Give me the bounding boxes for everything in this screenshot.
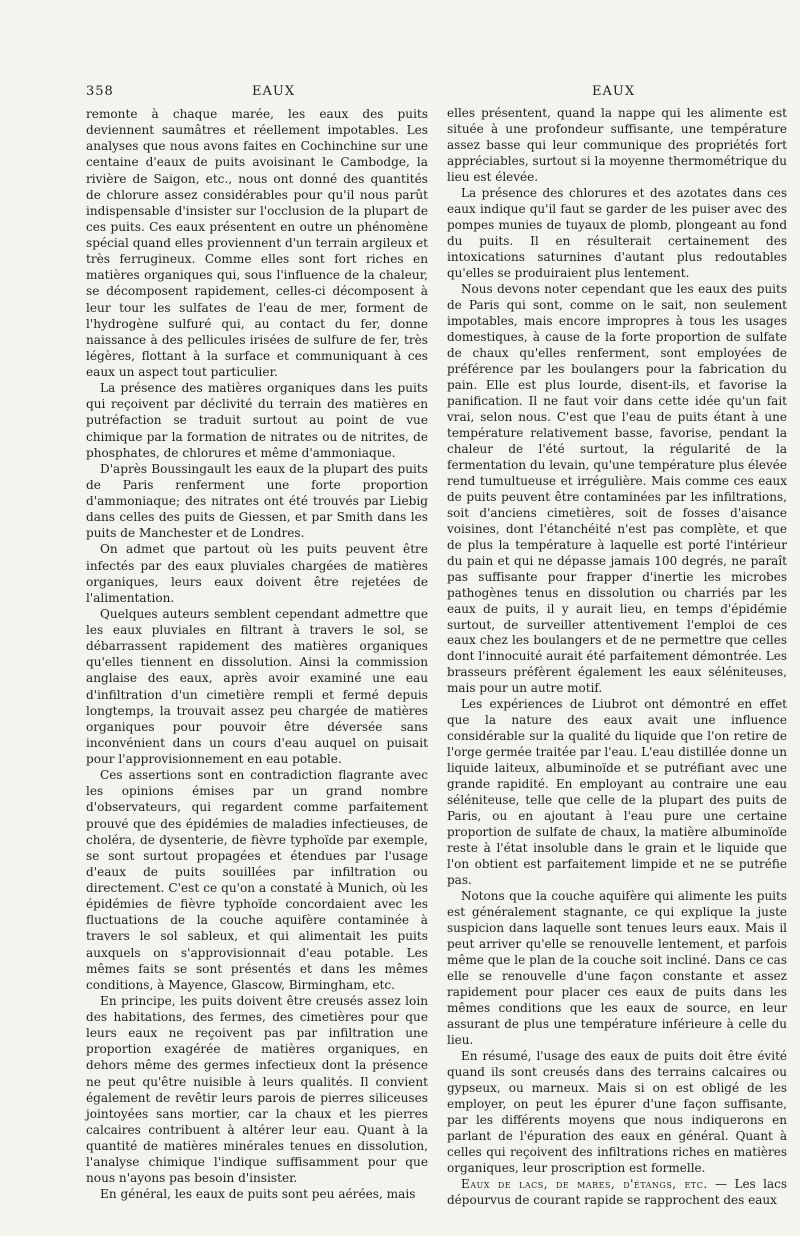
page-number: 358: [86, 84, 114, 99]
right-column: [447, 106, 787, 1209]
running-head-left: EAUX: [252, 84, 296, 99]
paragraph: En général, les eaux de puits sont peu aérées, mais: [100, 1187, 416, 1202]
paragraph: Nous devons noter cependant que les eaux des puits de Paris qui sont, comme on le sait, non seulement impotables, mais encore impropres à tous les usages domestiques, à cause de la forte proportion de sulfate de chaux qu'elles renferment, sont employées de préférence par les boulangers pour la fabrication du pain. Elle est plus lourde, disent-ils, et favorise la panification. Il ne faut voir dans cette idée qu'un fait vrai, selon nous. C'est que l'eau de puits étant à une température relativement basse, favorise, pendant la chaleur de l'été surtout, la régularité de la fermentation du levain, qu'une température plus élevée rend tumultueuse et irrégulière. Mais comme ces eaux de puits peuvent être contaminées par les infiltrations, soit d'anciens cimetières, soit de fosses d'aisance voisines, dont l'étanchéité n'est pas complète, et que de plus la température à laquelle est porté l'intérieur du pain et qui ne dépasse jamais 100 degrés, ne paraît pas suffisante pour frapper d'inertie les microbes pathogènes tenus en dissolution ou charriés par les eaux de puits, il y aurait lieu, en temps d'épidémie surtout, de surveiller attentivement l'emploi de ces eaux chez les boulangers et de ne permettre que celles dont l'innocuité aurait été parfaitement démontrée. Les brasseurs préfèrent également les eaux séléniteuses, mais pour un autre motif.: [447, 281, 787, 696]
paragraph: En principe, les puits doivent être creusés assez loin des habitations, des fermes, des cimetières pour que leurs eaux ne reçoivent pas par infiltration une proportion exagérée de matières organiques, en dehors même des germes infectieux dont la présence ne peut qu'être nuisible à leurs qualités. Il convient également de revêtir leurs parois de pierres siliceuses jointoyées sans mortier, car la chaux et les pierres calcaires contribuent à altérer leur eau. Quant à la quantité de matières minérales tenues en dissolution, l'analyse chimique l'indique suffisamment pour que nous n'ayons pas besoin d'insister.: [86, 993, 428, 1186]
paragraph: La présence des chlorures et des azotates dans ces eaux indique qu'il faut se garder de les puiser avec des pompes munies de tuyaux de plomb, plongeant au fond du puits. Il en résulterait certainement des intoxications saturnines d'autant plus redoutables qu'elles se produiraient plus lentement.: [447, 185, 787, 280]
paragraph: Ces assertions sont en contradiction flagrante avec les opinions émises par un grand nombre d'observateurs, qui regardent comme parfaitement prouvé que des épidémies de maladies infectieuses, de choléra, de dysenterie, de fièvre typhoïde par exemple, se sont surtout propagées et étendues par l'usage d'eaux de puits souillées par infiltration ou directement. C'est ce qu'on a constaté à Munich, où les épidémies de fièvre typhoïde concordaient avec les fluctuations de la couche aquifère contaminée à travers le sol sableux, et qui alimentait les puits auxquels on s'approvisionnait d'eau potable. Les mêmes faits se sont présentés et dans les mêmes conditions, à Mayence, Glascow, Birmingham, etc.: [86, 768, 428, 992]
running-header: [0, 84, 800, 106]
section-text: — Les lacs dépourvus de courant rapide se rapprochent des eaux: [447, 1176, 788, 1207]
section-heading: Eaux de lacs, de mares, d'étangs, etc.: [461, 1176, 708, 1191]
paragraph: Les expériences de Liubrot ont démontré en effet que la nature des eaux avait une influence considérable sur la qualité du liquide que l'on retire de l'orge germée traitée par l'eau. L'eau distillée donne un liquide laiteux, albuminoïde et se putréfiant avec une grande rapidité. En employant au contraire une eau séléniteuse, telle que celle de la plupart des puits de Paris, ou en ajoutant à l'eau pure une certaine proportion de sulfate de chaux, la matière albuminoïde reste à l'état insoluble dans le grain et le liquide que l'on obtient est parfaitement limpide et ne se putréfie pas.: [447, 697, 787, 888]
paragraph: En résumé, l'usage des eaux de puits doit être évité quand ils sont creusés dans des terrains calcaires ou gypseux, ou marneux. Mais si on est obligé de les employer, on peut les épurer d'une façon suffisante, par les différents moyens que nous indiquerons en parlant de l'épuration des eaux en général. Quant à celles qui reçoivent des infiltrations riches en matières organiques, leur proscription est formelle.: [447, 1049, 787, 1175]
paragraph: La présence des matières organiques dans les puits qui reçoivent par déclivité du terrain des matières en putréfaction se traduit surtout au point de vue chimique par la formation de nitrates ou de nitrites, de phosphates, de chlorures et même d'ammoniaque.: [86, 381, 428, 460]
paragraph: D'après Boussingault les eaux de la plupart des puits de Paris renferment une forte proportion d'ammoniaque; des nitrates ont été trouvés par Liebig dans celles des puits de Giessen, et par Smith dans les puits de Manchester et de Londres.: [86, 461, 428, 541]
paragraph: elles présentent, quand la nappe qui les alimente est située à une profondeur suffisante, une température assez basse qui leur communique des propriétés fort appréciables, surtout si la moyenne thermométrique du lieu est élevée.: [447, 106, 787, 184]
section-paragraph: [447, 1177, 787, 1209]
paragraph: remonte à chaque marée, les eaux des puits deviennent saumâtres et réellement impotables. Les analyses que nous avons faites en Cochinchine sur une centaine d'eaux de puits avoisinant le Cambodge, la rivière de Saigon, etc., nous ont donné des quantités de chlorure assez considérables pour qu'il nous parût indispensable d'insister sur l'occlusion de la plupart de ces puits. Ces eaux présentent en outre un phénomène spécial quand elles proviennent d'un terrain argileux et très ferrugineux. Comme elles sont fort riches en matières organiques qui, sous l'influence de la chaleur, se décomposent rapidement, celles-ci décomposent à leur tour les sulfates de l'eau de mer, forment de l'hydrogène sulfuré qui, au contact du fer, donne naissance à des pellicules irisées de sulfure de fer, très légères, flottant à la surface et communiquant à ces eaux un aspect tout particulier.: [86, 107, 428, 379]
paragraph: On admet que partout où les puits peuvent être infectés par des eaux pluviales chargées de matières organiques, leurs eaux doivent être rejetées de l'alimentation.: [86, 542, 428, 605]
left-column: [86, 106, 428, 1203]
paragraph: Notons que la couche aquifère qui alimente les puits est généralement stagnante, ce qui explique la juste suspicion dans laquelle sont tenues leurs eaux. Mais il peut arriver qu'elle se renouvelle lentement, et parfois même que le plan de la couche soit incliné. Dans ce cas elle se renouvelle d'une façon constante et assez rapidement pour placer ces eaux de puits dans les mêmes conditions que les eaux de source, en leur assurant de plus une température inférieure à celle du lieu.: [447, 889, 787, 1048]
paragraph: Quelques auteurs semblent cependant admettre que les eaux pluviales en filtrant à travers le sol, se débarrassent rapidement des matières organiques qu'elles tiennent en dissolution. Ainsi la commission anglaise des eaux, après avoir examiné une eau d'infiltration d'un cimetière rempli et fermé depuis longtemps, la trouvait assez peu chargée de matières organiques pour pouvoir être déversée sans inconvénient dans un cours d'eau auquel on puisait pour l'approvisionnement en eau potable.: [86, 606, 428, 766]
running-head-right: EAUX: [592, 84, 636, 99]
